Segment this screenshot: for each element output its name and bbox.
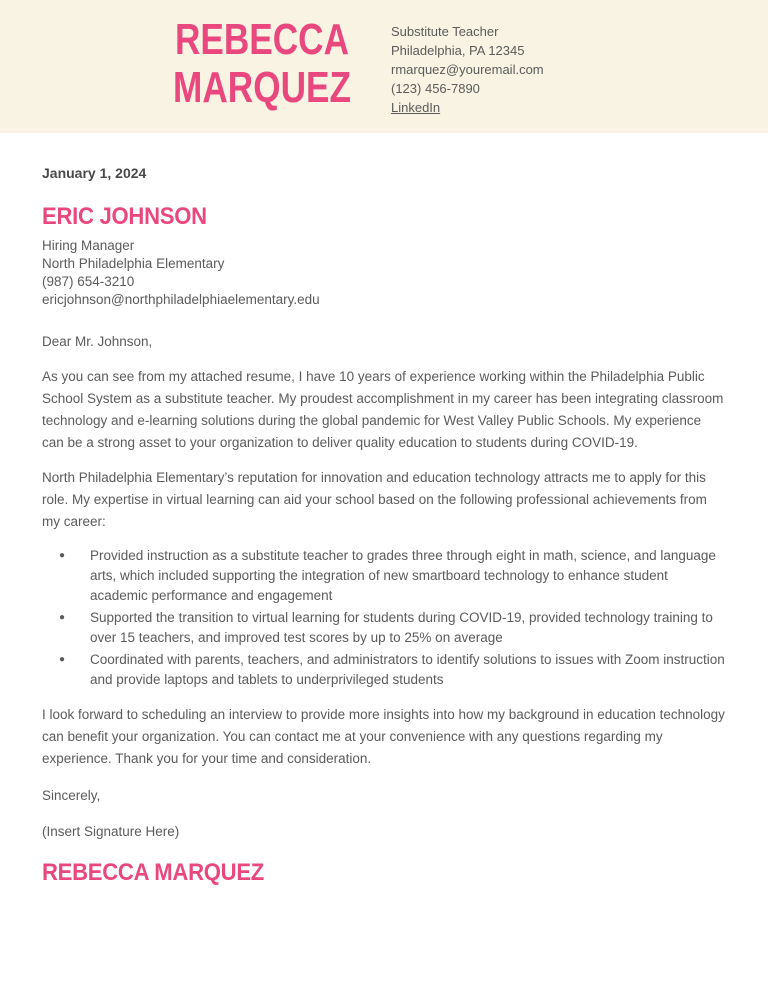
applicant-job-title: Substitute Teacher [391, 24, 499, 39]
recipient-name: ERIC JOHNSON [42, 203, 207, 230]
letter-body [0, 133, 768, 886]
applicant-location: Philadelphia, PA 12345 [391, 43, 525, 58]
applicant-name-line2: MARQUEZ [173, 63, 351, 112]
signature-name: REBECCA MARQUEZ [42, 859, 264, 886]
salutation: Dear Mr. Johnson, [42, 334, 153, 349]
header-contact-block [391, 22, 544, 117]
applicant-email: rmarquez@youremail.com [391, 62, 544, 77]
achievement-item-3: ● Coordinated with parents, teachers, and administrators to identify solutions to issues with Zoom instruction and provide laptops and tablets to underprivileged students [42, 650, 726, 690]
body-paragraph-1: As you can see from my attached resume, I have 10 years of experience working within the Philadelphia Public School System as a substitute teacher. My proudest accomplishment in my career has been integrating classroom technology and e-learning solutions during the global pandemic for West Valley Public Schools. My experience can be a strong asset to your organization to deliver quality education to students during COVID-19. [42, 369, 724, 450]
linkedin-link[interactable]: LinkedIn [391, 100, 441, 115]
recipient-email: ericjohnson@northphiladelphiaelementary.edu [42, 292, 320, 307]
achievement-item-2: ● Supported the transition to virtual learning for students during COVID-19, provided technology training to over 15 teachers, and improved test scores by up to 25% on average [42, 608, 726, 648]
applicant-phone: (123) 456-7890 [391, 81, 480, 96]
signature-placeholder: (Insert Signature Here) [42, 824, 180, 839]
recipient-organization: North Philadelphia Elementary [42, 256, 225, 271]
recipient-details [42, 237, 726, 309]
applicant-name-line1: REBECCA [174, 15, 350, 64]
achievement-item-1: ● Provided instruction as a substitute teacher to grades three through eight in math, science, and language arts, which included supporting the integration of new smartboard technology to enhance student academic performance and engagement [42, 546, 726, 606]
body-paragraph-2: North Philadelphia Elementary’s reputation for innovation and education technology attracts me to apply for this role. My expertise in virtual learning can aid your school based on the following professional achievements from my career: [42, 470, 707, 529]
achievement-list [42, 546, 726, 690]
header-band [0, 0, 768, 133]
valediction: Sincerely, [42, 788, 101, 803]
closing-paragraph: I look forward to scheduling an interview to provide more insights into how my background in education technology can benefit your organization. You can contact me at your convenience with any questions regarding my experience. Thank you for your time and consideration. [42, 707, 725, 766]
recipient-title: Hiring Manager [42, 238, 135, 253]
applicant-name [150, 16, 374, 112]
letter-date: January 1, 2024 [42, 165, 147, 181]
recipient-phone: (987) 654-3210 [42, 274, 135, 289]
